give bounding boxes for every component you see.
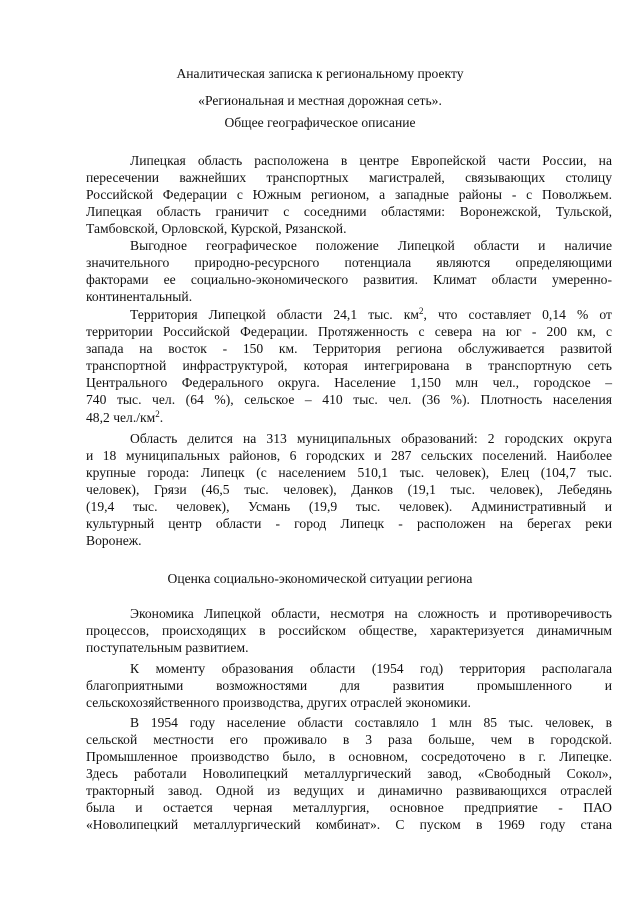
text-line: поступательным развитием.: [86, 640, 249, 655]
text-line: Выгодное географическое положение Липецкой области и наличие: [130, 238, 612, 253]
text-line: Здесь работали Новолипецкий металлургический завод, «Свободный Сокол»,: [86, 766, 612, 781]
text-line: была и остается черная металлургия, основное предприятие - ПАО: [86, 800, 612, 815]
text-line: сельской местности его проживало в 3 раза больше, чем в городской.: [86, 732, 612, 747]
project-name: «Региональная и местная дорожная сеть».: [198, 93, 442, 108]
superscript: 2: [419, 306, 424, 316]
text-line: запада на восток - 150 км. Территория региона обслуживается развитой: [86, 341, 612, 356]
text-line: К моменту образования области (1954 год) территория располагала: [130, 661, 612, 676]
text-line: В 1954 году население области составляло 1 млн 85 тыс. человек, в: [130, 715, 612, 730]
text-line: Центрального Федерального округа. Население 1,150 млн чел., городское –: [86, 375, 612, 390]
text-line: территории Российской Федерации. Протяженность с севера на юг - 200 км, с: [86, 324, 612, 339]
document-title: Аналитическая записка к региональному проекту: [176, 66, 464, 81]
text-line: факторами ее социально-экономического развития. Климат области умеренно-: [86, 272, 612, 287]
text-line: (19,4 тыс. человек), Усмань (19,9 тыс. человек). Административный и: [86, 499, 612, 514]
superscript: 2: [155, 409, 160, 419]
text-line: благоприятными возможностями для развития промышленного и: [86, 678, 612, 693]
text-line: тракторный завод. Одной из ведущих и динамично развивающихся отраслей: [86, 783, 612, 798]
text-line: Воронеж.: [86, 533, 142, 548]
text-line: транспортной инфраструктурой, которая интегрирована в транспортную сеть: [86, 358, 612, 373]
text-line: «Новолипецкий металлургический комбинат». С пуском в 1969 году стана: [86, 817, 612, 832]
text-line: [86, 409, 612, 426]
text-fragment: .: [159, 410, 164, 425]
text-line: Тамбовской, Орловской, Курской, Рязанской.: [86, 221, 347, 236]
text-line: значительного природно-ресурсного потенциала являются определяющими: [86, 255, 612, 270]
section-heading-economy: Оценка социально-экономической ситуации региона: [167, 571, 473, 586]
text-line: человек), Грязи (46,5 тыс. человек), Данков (19,1 тыс. человек), Лебедянь: [86, 482, 612, 497]
section-heading-geography: Общее географическое описание: [224, 115, 416, 130]
text-line: сельскохозяйственного производства, других отраслей экономики.: [86, 695, 471, 710]
text-line: Липецкая область расположена в центре Европейской части России, на: [130, 153, 612, 168]
text-line: 740 тыс. чел. (64 %), сельское – 410 тыс. чел. (36 %). Плотность населения: [86, 392, 612, 407]
text-line: Липецкая область граничит с соседними областями: Воронежской, Тульской,: [86, 204, 612, 219]
text-fragment: Территория Липецкой области 24,1 тыс. км: [130, 307, 419, 322]
text-line: Область делится на 313 муниципальных образований: 2 городских округа: [130, 431, 612, 446]
text-line: континентальный.: [86, 289, 193, 304]
text-line: процессов, происходящих в российском обществе, характеризуется динамичным: [86, 623, 612, 638]
text-line: пересечении важнейших транспортных магистралей, связывающих столицу: [86, 170, 612, 185]
text-line: крупные города: Липецк (с населением 510,1 тыс. человек), Елец (104,7 тыс.: [86, 465, 612, 480]
text-fragment: 48,2 чел./км: [86, 410, 156, 425]
text-line: культурный центр области - город Липецк - расположен на берегах реки: [86, 516, 612, 531]
text-line: Промышленное производство было, в основном, сосредоточено в г. Липецке.: [86, 749, 612, 764]
text-line: Экономика Липецкой области, несмотря на сложность и противоречивость: [130, 606, 612, 621]
text-line: [130, 306, 612, 323]
text-line: и 18 муниципальных районов, 6 городских и 287 сельских поселений. Наиболее: [86, 448, 612, 463]
text-fragment: , что составляет 0,14 % от: [423, 307, 612, 322]
text-line: Российской Федерации с Южным регионом, а западные районы - с Поволжьем.: [86, 187, 612, 202]
